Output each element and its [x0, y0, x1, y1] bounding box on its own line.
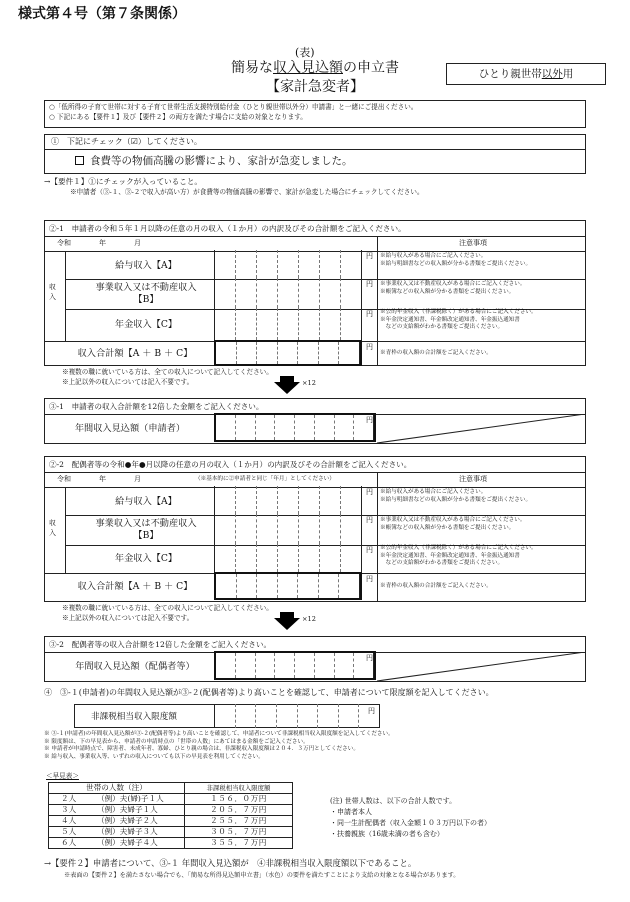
income-side-label: 収 入 [49, 283, 56, 301]
diagonal-line [377, 414, 585, 443]
mult2-12: ×12 [302, 615, 316, 623]
annual-applicant-cells[interactable] [214, 413, 376, 442]
total2-label: 収入合計額【A ＋ B ＋ C】 [77, 581, 193, 592]
after2-note-2: ※上記以外の収入については記入不要です。 [62, 614, 194, 622]
requirement-2: →【要件２】申請者について、③-１ 年間収入見込額が ④非課税相当収入限度額以下であること。 [44, 858, 417, 868]
after-note-2: ※上記以外の収入については記入不要です。 [62, 378, 194, 386]
amount2-c-cells[interactable] [214, 544, 362, 572]
diagonal-line-2 [377, 652, 585, 681]
annual-label-applicant: 年間収入見込額（申請者） [74, 423, 186, 434]
total2-note: ※青枠の収入額の合計額をご記入ください。 [380, 583, 492, 589]
section-1-header: ① 下記にチェック（☑）してください。 [51, 137, 202, 146]
section-4-header: ④ ③-１(申請者)の年間収入見込額が③-２(配偶者等)より高いことを確認して、申請者について限度額を記入してください。 [44, 688, 494, 697]
arrow-head-icon [274, 382, 300, 394]
lookup-table [48, 782, 293, 849]
checkbox[interactable] [75, 156, 84, 165]
row-label-a: 給与収入【A】 [115, 260, 177, 271]
row2-label-b: 事業収入又は不動産収入 【B】 [95, 518, 197, 542]
lookup-col2: 非課税相当収入限度額 [185, 783, 293, 794]
intro-box [44, 100, 586, 128]
section-4-note-1: ※ ③-１(申請者)の年間収入見込額が③-２(配偶者等)より高いことを確認して、申請者について非課税相当収入限度額を記入してください。 [44, 731, 394, 737]
form-number: 様式第４号（第７条関係） [18, 6, 186, 22]
after2-note-1: ※複数の職に就いている方は、全ての収入について記入してください。 [62, 604, 273, 612]
section-1-box [44, 134, 586, 174]
lookup-side-title: (注) 世帯人数は、以下の合計人数です。 [330, 797, 457, 805]
notes-header: 注意事項 [459, 239, 487, 247]
lookup-limit: ３０５．７万円 [185, 827, 293, 838]
arrow-head-icon-2 [274, 618, 300, 630]
lookup-side-1: ・申請者本人 [330, 807, 372, 816]
requirement-1: →【要件１】①にチェックが入っていること。 [44, 177, 203, 186]
total-cells[interactable] [214, 340, 362, 366]
section-3-2-header: ③-2 配偶者等の収入合計額を12倍した金額をご記入ください。 [49, 640, 272, 649]
title-underlined: 収入見込額 [273, 60, 343, 76]
section-2-1-header: ②-1 申請者の令和５年１月以降の任意の月の収入（１か月）の内訳及びその合計額をご記入ください。 [49, 224, 406, 233]
check-text: 食費等の物価高騰の影響により、家計が急変しました。 [90, 155, 353, 167]
note-b: ※事業収入又は不動産収入がある場合にご記入ください。 ※帳簿などの収入額が分かる書類をご提出ください。 [380, 281, 526, 295]
total-note: ※青枠の収入額の合計額をご記入ください。 [380, 350, 492, 356]
lookup-side-note [330, 796, 491, 839]
yen-limit: 円 [368, 707, 375, 715]
lookup-limit: １５６．０万円 [185, 794, 293, 805]
badge-prefix: ひとり親世帯 [478, 68, 542, 80]
section-4-notes [44, 731, 604, 761]
yen2-c: 円 [366, 546, 373, 554]
note2-a: ※給与収入がある場合にご記入ください。 ※給与明細書などの収入額が分かる書類をご提出ください。 [380, 489, 532, 503]
row2-label-a: 給与収入【A】 [115, 496, 177, 507]
omote-label: (表) [295, 46, 315, 59]
note-c: ※公的年金収入（非課税除く）がある場合にご記入ください。 ※年金決定通知書、年金額改定通知書、年金振込通知書 などの支給額がわかる書類をご提出ください。 [380, 309, 537, 331]
yen-annual-1: 円 [366, 416, 373, 424]
lookup-row [49, 838, 293, 849]
footer-note: ※表面の【要件２】を満たさない場合でも、「簡易な所得見込額申立書」（水色）の要件を満たすことにより支給の対象となる場合があります。 [64, 872, 460, 879]
income-side-label-2: 収 入 [49, 519, 56, 537]
lookup-household: ６人 （例）夫婦子４人 [49, 838, 185, 849]
lookup-col1: 世帯の人数（注） [49, 783, 185, 794]
lookup-row [49, 805, 293, 816]
yen-total: 円 [366, 343, 373, 351]
amount2-a-cells[interactable] [214, 486, 362, 514]
yen-annual-2: 円 [366, 654, 373, 662]
yen-c: 円 [366, 310, 373, 318]
note-a: ※給与収入がある場合にご記入ください。 ※給与明細書などの収入額が分かる書類をご提出ください。 [380, 253, 532, 267]
mult-12: ×12 [302, 379, 316, 387]
lookup-side-2: ・同一生計配偶者（収入金額１０３万円以下の者） [330, 818, 491, 827]
date-note-2: （※基本的に②申請者と同じ「年月」としてください） [195, 476, 335, 482]
lookup-side-3: ・扶養親族（16歳未満の者も含む） [330, 829, 444, 838]
amount-a-cells[interactable] [214, 250, 362, 278]
row-label-c: 年金収入【C】 [114, 319, 178, 330]
amount-c-cells[interactable] [214, 308, 362, 340]
check-row[interactable] [75, 155, 353, 168]
yen2-total: 円 [366, 575, 373, 583]
total-label: 収入合計額【A ＋ B ＋ C】 [77, 348, 193, 359]
amount-b-cells[interactable] [214, 278, 362, 308]
annual-label-spouse: 年間収入見込額（配偶者等） [75, 661, 195, 672]
section-2-2-header: ②-2 配偶者等の令和●年●月以降の任意の月の収入（１か月）の内訳及びその合計額をご記入ください。 [49, 460, 412, 469]
lookup-household: ４人 （例）夫婦子２人 [49, 816, 185, 827]
yen2-a: 円 [366, 488, 373, 496]
page-title [210, 60, 420, 78]
intro-line-2: ○ 下記にある【要件１】及び【要件２】の両方を満たす場合に支給の対象となります。 [49, 113, 307, 122]
total2-cells[interactable] [214, 572, 362, 600]
title-suffix: の申立書 [343, 60, 399, 76]
section-4-note-4: ※ 給与収入、事業収入等、いずれの収入についても以下の早見表を利用してください。 [44, 753, 264, 760]
date-label: 令和 年 月 [57, 239, 141, 247]
limit-label: 非課税相当収入限度額 [91, 712, 177, 722]
yen-b: 円 [366, 280, 373, 288]
badge-box [446, 63, 606, 85]
lookup-limit: ２５５．７万円 [185, 816, 293, 827]
requirement-1-note: ※申請者（③-１、③-２で収入が高い方）が食費等の物価高騰の影響で、家計が急変した場合にチェックしてください。 [70, 188, 424, 196]
section-3-1-header: ③-1 申請者の収入合計額を12倍した金額をご記入ください。 [49, 402, 264, 411]
section-4-note-2: ※ 限度額は、下の早見表から、申請者の申請時点の「世帯の人数」にあてはまる金額をご記入ください。 [44, 738, 309, 745]
badge-suffix: 用 [562, 68, 574, 80]
lookup-row [49, 816, 293, 827]
lookup-title: ＜早見表＞ [46, 772, 79, 780]
amount2-b-cells[interactable] [214, 514, 362, 544]
date-label-2: 令和 年 月 [57, 475, 141, 483]
intro-line-1: ○「低所得の子育て世帯に対する子育て世帯生活支援特別給付金（ひとり親世帯以外分）申請書」と一緒にご提出ください。 [49, 103, 418, 111]
note2-b: ※事業収入又は不動産収入がある場合にご記入ください。 ※帳簿などの収入額が分かる書類をご提出ください。 [380, 517, 526, 531]
badge-underlined: 以外 [541, 68, 563, 80]
notes-header-2: 注意事項 [459, 475, 487, 483]
row-label-b: 事業収入又は不動産収入 【B】 [95, 282, 197, 306]
lookup-limit: ３５５．７万円 [185, 838, 293, 849]
lookup-household: ５人 （例）夫婦子３人 [49, 827, 185, 838]
lookup-household: ３人 （例）夫婦子１人 [49, 805, 185, 816]
lookup-row [49, 827, 293, 838]
section-4-note-3: ※ 申請者が申請時点で、障害者、未成年者、寡婦、ひとり親の場合は、非課税収入限度額は２０４．３万円としてください。 [44, 746, 359, 753]
note2-c: ※公的年金収入（非課税除く）がある場合にご記入ください。 ※年金決定通知書、年金額改定通知書、年金振込通知書 などの支給額がわかる書類をご提出ください。 [380, 545, 537, 567]
lookup-limit: ２０５．７万円 [185, 805, 293, 816]
lookup-household: ２人 （例）夫(婦)子１人 [49, 794, 185, 805]
page-subtitle: 【家計急変者】 [266, 79, 364, 95]
yen2-b: 円 [366, 516, 373, 524]
title-prefix: 簡易な [231, 60, 273, 76]
lookup-row [49, 794, 293, 805]
annual-spouse-cells[interactable] [214, 651, 376, 680]
row2-label-c: 年金収入【C】 [114, 553, 178, 564]
limit-cells[interactable] [214, 704, 380, 728]
yen-a: 円 [366, 252, 373, 260]
after-note-1: ※複数の職に就いている方は、全ての収入について記入してください。 [62, 368, 273, 376]
